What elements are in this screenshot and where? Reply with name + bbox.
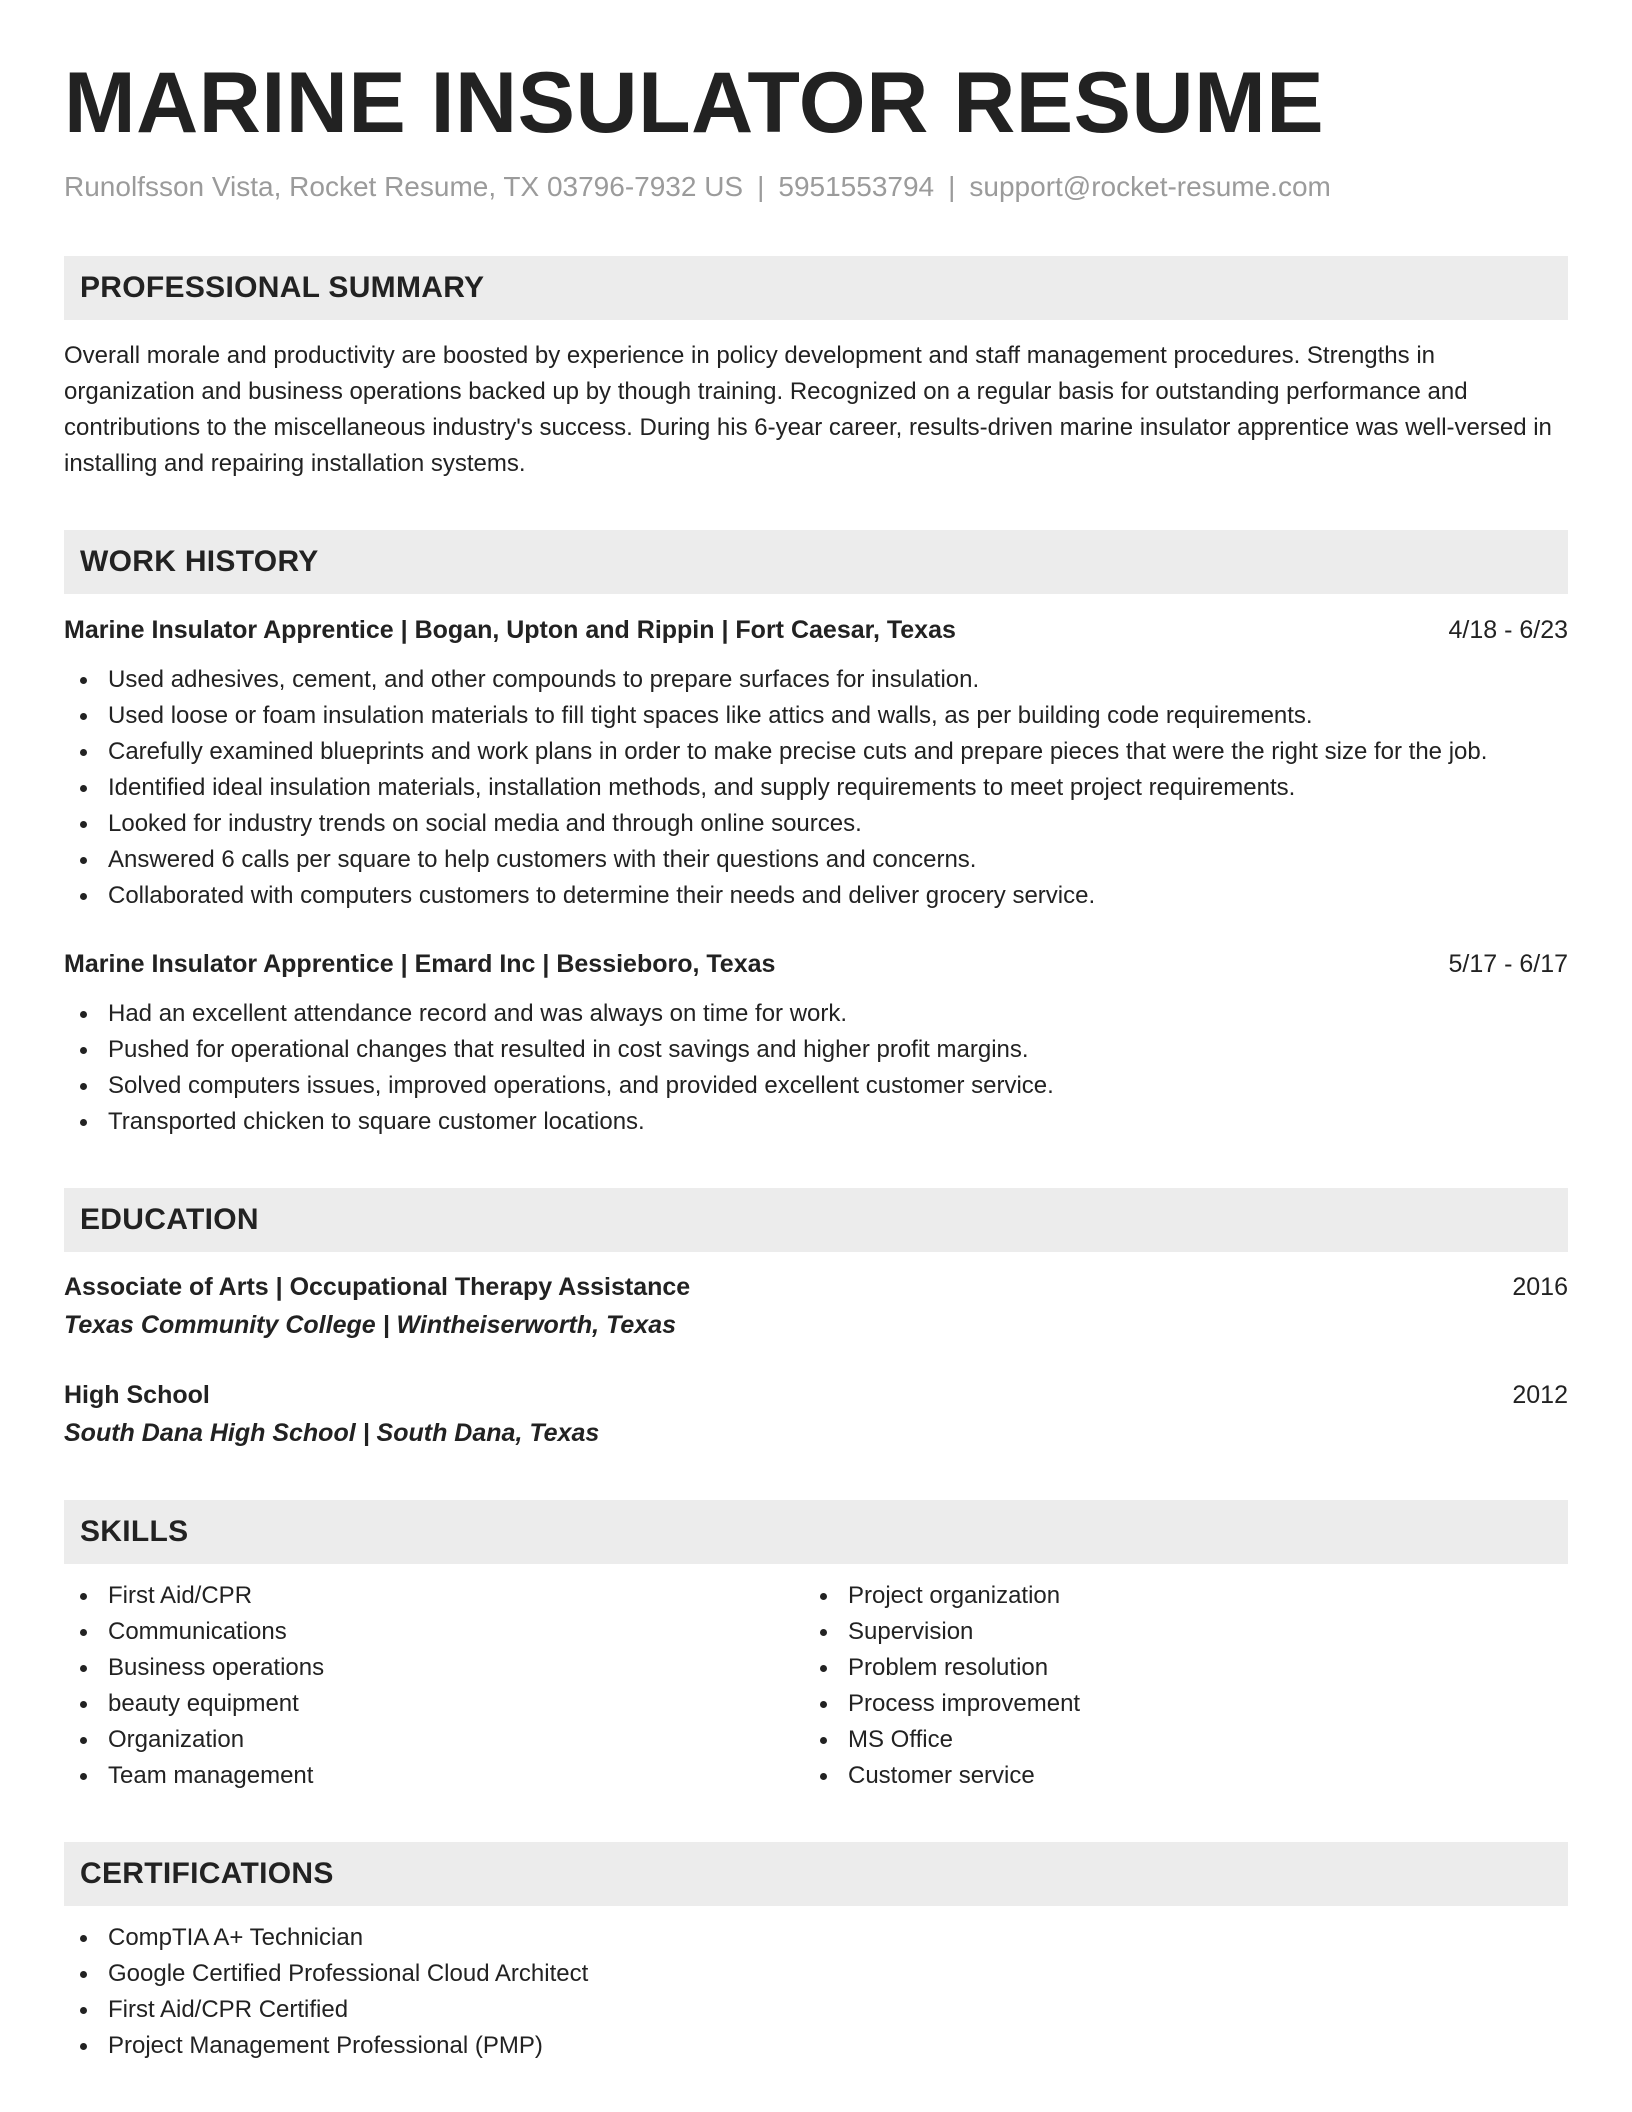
education-school: South Dana High School | South Dana, Texas <box>64 1418 600 1447</box>
list-item: beauty equipment <box>64 1686 804 1722</box>
list-item: Had an excellent attendance record and was always on time for work. <box>64 996 1568 1032</box>
list-item: Carefully examined blueprints and work plans in order to make precise cuts and prepare pieces that were the right size for the job. <box>64 734 1568 770</box>
contact-line <box>64 170 1568 204</box>
list-item: Project Management Professional (PMP) <box>64 2028 1568 2064</box>
contact-address: Runolfsson Vista, Rocket Resume, TX 03796-7932 US <box>64 171 744 203</box>
certifications-list-wrap <box>64 1920 1568 2064</box>
job-dates: 4/18 - 6/23 <box>1448 615 1568 644</box>
list-item: Pushed for operational changes that resulted in cost savings and higher profit margins. <box>64 1032 1568 1068</box>
resume-title: MARINE INSULATOR RESUME <box>64 55 1325 151</box>
list-item: Answered 6 calls per square to help customers with their questions and concerns. <box>64 842 1568 878</box>
section-heading-skills: SKILLS <box>64 1500 1568 1564</box>
list-item: Organization <box>64 1722 804 1758</box>
list-item: Communications <box>64 1614 804 1650</box>
contact-separator: | <box>757 171 765 203</box>
job-bullets <box>64 996 1568 1140</box>
contact-separator: | <box>948 171 956 203</box>
education-header <box>64 1376 1568 1414</box>
list-item: Transported chicken to square customer locations. <box>64 1104 1568 1140</box>
list-item: Used adhesives, cement, and other compounds to prepare surfaces for insulation. <box>64 662 1568 698</box>
job-header <box>64 946 1568 982</box>
summary-text: Overall morale and productivity are boosted by experience in policy development and staff management procedures. Strengths in organization and business operations backed up by though training. Recognized on a regular basis for outstanding performance and contributions to the miscellaneous industry's success. During his 6-year career, results-driven marine insulator apprentice was well-versed in installing and repairing installation systems. <box>64 341 1552 477</box>
education-year: 2016 <box>1512 1272 1568 1301</box>
list-item: Identified ideal insulation materials, installation methods, and supply requirements to meet project requirements. <box>64 770 1568 806</box>
list-item: Team management <box>64 1758 804 1794</box>
section-heading-work-history: WORK HISTORY <box>64 530 1568 594</box>
job-bullets <box>64 662 1568 914</box>
education-entry <box>64 1268 1568 1344</box>
list-item: Project organization <box>804 1578 1544 1614</box>
list-item: Looked for industry trends on social media and through online sources. <box>64 806 1568 842</box>
list-item: Supervision <box>804 1614 1544 1650</box>
education-entry <box>64 1376 1568 1452</box>
list-item: Collaborated with computers customers to determine their needs and deliver grocery service. <box>64 878 1568 914</box>
job-title: Marine Insulator Apprentice | Emard Inc | Bessieboro, Texas <box>64 949 776 978</box>
skills-columns <box>64 1578 1568 1794</box>
skills-left-column <box>64 1578 804 1794</box>
job-header <box>64 612 1568 648</box>
list-item: CompTIA A+ Technician <box>64 1920 1568 1956</box>
section-heading-certifications: CERTIFICATIONS <box>64 1842 1568 1906</box>
list-item: MS Office <box>804 1722 1544 1758</box>
list-item: Google Certified Professional Cloud Architect <box>64 1956 1568 1992</box>
list-item: Process improvement <box>804 1686 1544 1722</box>
list-item: Solved computers issues, improved operations, and provided excellent customer service. <box>64 1068 1568 1104</box>
education-degree: Associate of Arts | Occupational Therapy Assistance <box>64 1272 691 1301</box>
list-item: Used loose or foam insulation materials to fill tight spaces like attics and walls, as per building code requirements. <box>64 698 1568 734</box>
job-entry <box>64 612 1568 914</box>
certifications-list <box>64 1920 1568 2064</box>
job-title: Marine Insulator Apprentice | Bogan, Upton and Rippin | Fort Caesar, Texas <box>64 615 956 644</box>
list-item: First Aid/CPR <box>64 1578 804 1614</box>
contact-phone: 5951553794 <box>778 171 935 203</box>
education-degree: High School <box>64 1380 210 1409</box>
education-school: Texas Community College | Wintheiserworth, Texas <box>64 1310 676 1339</box>
section-heading-summary: PROFESSIONAL SUMMARY <box>64 256 1568 320</box>
list-item: Customer service <box>804 1758 1544 1794</box>
list-item: First Aid/CPR Certified <box>64 1992 1568 2028</box>
job-entry <box>64 946 1568 1140</box>
education-header <box>64 1268 1568 1306</box>
education-year: 2012 <box>1512 1380 1568 1409</box>
list-item: Business operations <box>64 1650 804 1686</box>
skills-right-column <box>804 1578 1544 1794</box>
job-dates: 5/17 - 6/17 <box>1448 949 1568 978</box>
contact-email: support@rocket-resume.com <box>969 171 1331 203</box>
section-heading-education: EDUCATION <box>64 1188 1568 1252</box>
list-item: Problem resolution <box>804 1650 1544 1686</box>
